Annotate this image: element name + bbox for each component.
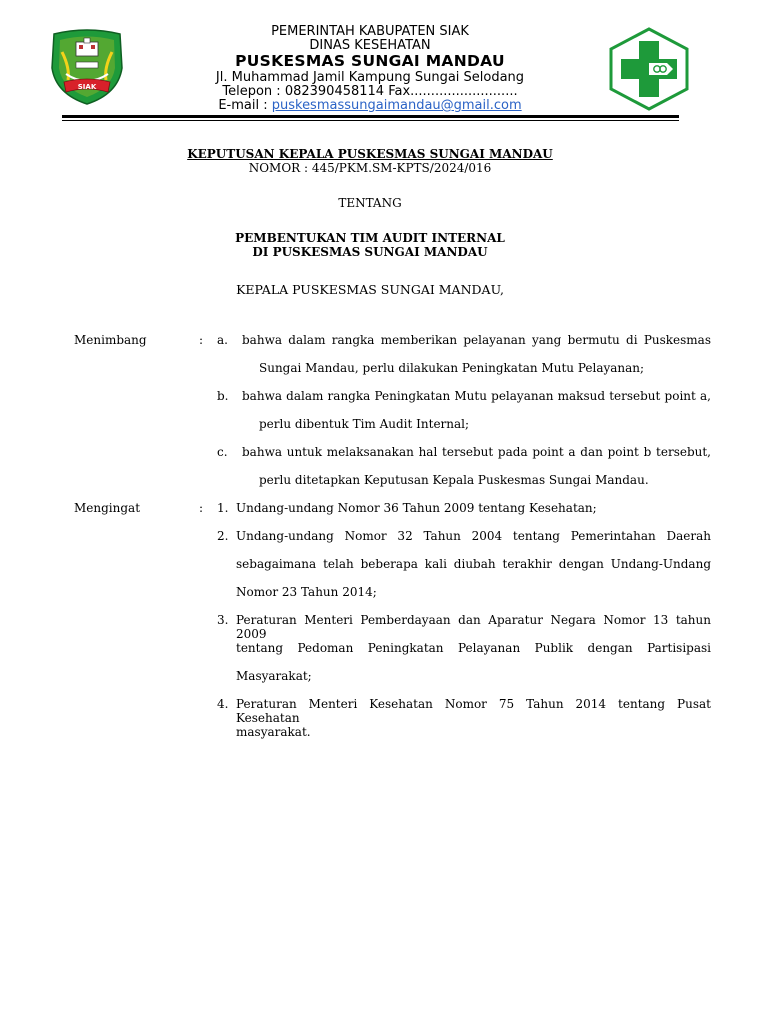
menimbang-item-mark: c.: [217, 445, 228, 459]
mengingat-item-text: sebagaimana telah beberapa kali diubah terakhir dengan Undang-Undang: [236, 557, 711, 571]
email-link[interactable]: puskesmassungaimandau@gmail.com: [271, 98, 522, 113]
mengingat-item-mark: 3.: [217, 613, 229, 627]
mengingat-item-text: Masyarakat;: [236, 669, 312, 683]
letterhead-institution-name: PUSKESMAS SUNGAI MANDAU: [235, 52, 505, 70]
mengingat-item-mark: 2.: [217, 529, 229, 543]
menimbang-item-text: Sungai Mandau, perlu dilakukan Peningkatan Mutu Pelayanan;: [259, 361, 645, 375]
menimbang-item-text: perlu dibentuk Tim Audit Internal;: [259, 417, 470, 431]
crest-ribbon-text: SIAK: [77, 83, 97, 91]
menimbang-item-text: perlu ditetapkan Keputusan Kepala Puskesmas Sungai Mandau.: [259, 473, 649, 487]
letterhead-address: Jl. Muhammad Jamil Kampung Sungai Selodang: [215, 70, 525, 85]
mengingat-item-text: tentang Pedoman Peningkatan Pelayanan Publik dengan Partisipasi: [236, 641, 711, 655]
mengingat-label: Mengingat: [74, 501, 141, 515]
letterhead-email-line: [150, 98, 590, 113]
decree-subject-line2: DI PUSKESMAS SUNGAI MANDAU: [252, 245, 488, 259]
mengingat-item-text: Nomor 23 Tahun 2014;: [236, 585, 377, 599]
letterhead-divider: [62, 115, 679, 118]
menimbang-item-text: bahwa untuk melaksanakan hal tersebut pada point a dan point b tersebut,: [242, 445, 711, 459]
menimbang-colon: :: [199, 333, 204, 347]
mengingat-item-text: Undang-undang Nomor 36 Tahun 2009 tentang Kesehatan;: [236, 501, 597, 515]
mengingat-item-text: masyarakat.: [236, 725, 311, 739]
decree-number: NOMOR : 445/PKM.SM-KPTS/2024/016: [248, 161, 492, 175]
menimbang-label: Menimbang: [74, 333, 147, 347]
mengingat-item-mark: 1.: [217, 501, 229, 515]
letterhead-phone: Telepon : 082390458114 Fax..........................: [222, 84, 518, 99]
mengingat-item-text: Peraturan Menteri Pemberdayaan dan Aparatur Negara Nomor 13 tahun 2009: [236, 613, 711, 641]
letterhead-department: DINAS KESEHATAN: [309, 38, 431, 53]
letterhead-government: PEMERINTAH KABUPATEN SIAK: [271, 24, 469, 39]
mengingat-item-mark: 4.: [217, 697, 229, 711]
menimbang-item-mark: a.: [217, 333, 228, 347]
menimbang-item-text: bahwa dalam rangka memberikan pelayanan yang bermutu di Puskesmas: [242, 333, 711, 347]
mengingat-colon: :: [199, 501, 204, 515]
mengingat-item-text: Peraturan Menteri Kesehatan Nomor 75 Tahun 2014 tentang Pusat Kesehatan: [236, 697, 711, 725]
menimbang-item-mark: b.: [217, 389, 229, 403]
mengingat-item-text: Undang-undang Nomor 32 Tahun 2004 tentang Pemerintahan Daerah: [236, 529, 711, 543]
email-label: E-mail :: [218, 98, 272, 113]
letterhead-divider-thin: [62, 120, 679, 121]
siak-regency-crest-icon: [46, 28, 128, 106]
menimbang-item-text: bahwa dalam rangka Peningkatan Mutu pelayanan maksud tersebut point a,: [242, 389, 711, 403]
decree-about-label: TENTANG: [338, 196, 402, 210]
puskesmas-green-cross-icon: [607, 27, 691, 111]
decree-title: KEPUTUSAN KEPALA PUSKESMAS SUNGAI MANDAU: [187, 147, 553, 161]
decree-issuer: KEPALA PUSKESMAS SUNGAI MANDAU,: [236, 282, 504, 297]
decree-subject-line1: PEMBENTUKAN TIM AUDIT INTERNAL: [235, 231, 505, 245]
